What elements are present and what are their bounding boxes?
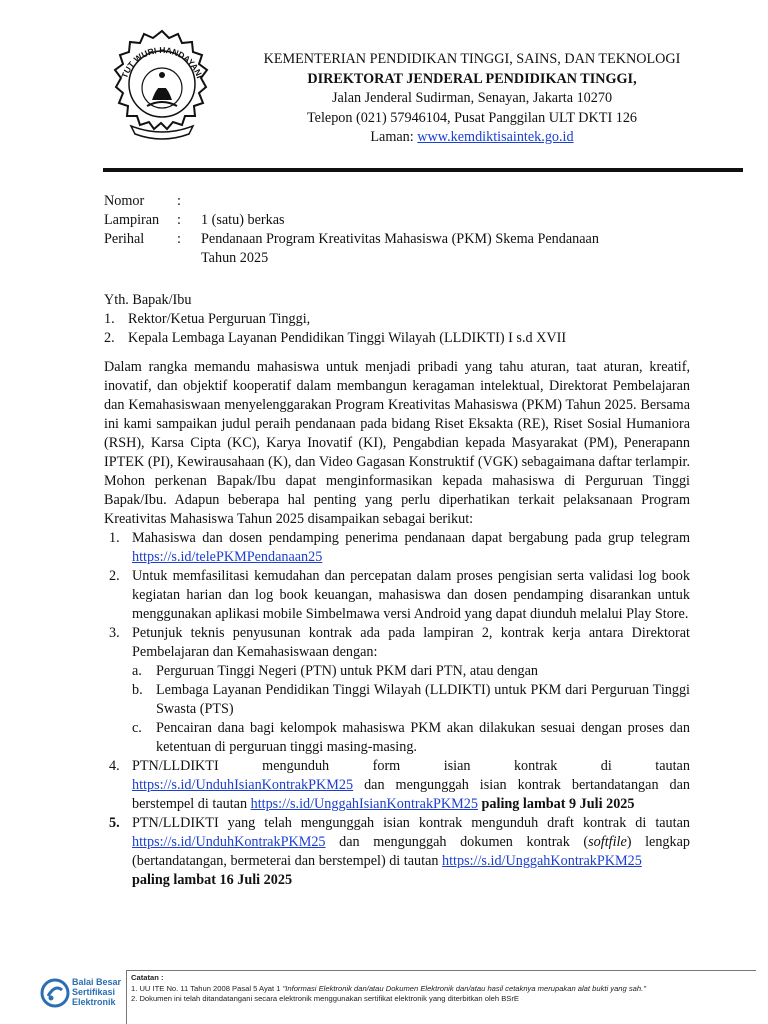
footer-notes [131, 973, 751, 1005]
sub-number: b. [132, 682, 143, 698]
item4-word: mengunduh [262, 758, 330, 774]
item1-text: Mahasiswa dan dosen pendamping penerima pendanaan dapat bergabung pada grup telegram [132, 530, 690, 546]
item4-word: kontrak [513, 758, 558, 774]
perihal-line-1: Pendanaan Program Kreativitas Mahasiswa (PKM) Skema Pendanaan [201, 231, 599, 247]
item-text [132, 757, 690, 814]
item4-word: PTN/LLDIKTI [132, 758, 219, 774]
ministry-name: KEMENTERIAN PENDIDIKAN TINGGI, SAINS, DAN TEKNOLOGI [263, 51, 681, 67]
points-list [104, 529, 690, 890]
item4-word: isian [443, 758, 471, 774]
addressee-num: 1. [104, 311, 115, 327]
sub-number: a. [132, 663, 142, 679]
bsre-line: Balai Besar [72, 977, 122, 987]
addressee-item [104, 310, 704, 329]
tut-wuri-handayani-logo [103, 28, 221, 146]
bsre-name [72, 977, 128, 1007]
letter-meta [104, 192, 684, 268]
item-number: 4. [109, 758, 120, 774]
website-label: Laman: [370, 129, 418, 145]
list-item [104, 624, 690, 757]
addressee-text: Rektor/Ketua Perguruan Tinggi, [128, 311, 311, 327]
perihal-line-2: Tahun 2025 [201, 250, 269, 266]
item3-text: Petunjuk teknis penyusunan kontrak ada pada lampiran 2, kontrak kerja antara Direktorat Pembelajaran dan Kemahasiswaan dengan: [132, 625, 690, 660]
website-line [222, 128, 722, 148]
lampiran-value: 1 (satu) berkas [201, 212, 285, 228]
bsre-line: Sertifikasi [72, 987, 116, 997]
unggah-isian-link[interactable]: https://s.id/UnggahIsianKontrakPKM25 [250, 796, 478, 812]
item4-word: di [600, 758, 612, 774]
item-number: 5. [109, 815, 120, 831]
telegram-link[interactable]: https://s.id/telePKMPendanaan25 [132, 549, 323, 565]
item4-text: dan mengunggah isian kontrak bertandatangan dan berstempel di tautan [132, 777, 690, 812]
addressee-text: Kepala Lembaga Layanan Pendidikan Tinggi Wilayah (LLDIKTI) I s.d XVII [128, 330, 567, 346]
list-item [104, 529, 690, 567]
perihal-value [201, 230, 684, 268]
item-number: 3. [109, 625, 120, 641]
sub-item [132, 681, 690, 719]
item-text [132, 529, 690, 567]
item4-deadline: paling lambat 9 Juli 2025 [477, 796, 635, 812]
item5-text: dan mengunggah dokumen kontrak ( [325, 834, 589, 850]
nomor-label: Nomor [104, 193, 145, 209]
footer-note-2: 2. Dokumen ini telah ditandatangani secara elektronik menggunakan sertifikat elektronik yang diterbitkan oleh BSrE [131, 994, 519, 1003]
item-number: 1. [109, 530, 120, 546]
sub-text: Pencairan dana bagi kelompok mahasiswa PKM akan dilakukan sesuai dengan proses dan ketentuan di perguruan tinggi masing-masing. [156, 720, 690, 755]
sub-item [132, 719, 690, 757]
sub-text: Lembaga Layanan Pendidikan Tinggi Wilayah (LLDIKTI) untuk PKM dari Perguruan Tinggi Swasta (PTS) [156, 682, 690, 717]
colon: : [177, 212, 181, 228]
item2-text: Untuk memfasilitasi kemudahan dan percepatan dalam proses pengisian serta validasi log book kegiatan harian dan log book keuangan, mahasiswa dan dosen pendamping disarankan untuk menggunakan aplikasi mobile Simbelmawa versi Android yang dapat diunduh melalui Play Store. [132, 568, 690, 622]
salutation: Yth. Bapak/Ibu [104, 292, 192, 308]
softfile-text: softfile [588, 834, 627, 850]
note1-prefix: 1. UU ITE No. 11 Tahun 2008 Pasal 5 Ayat 1 [131, 983, 283, 993]
list-item [104, 814, 690, 890]
item4-word: form [372, 758, 401, 774]
nomor-value [201, 192, 684, 211]
item4-word: tautan [655, 758, 690, 774]
letterhead-divider [103, 168, 743, 172]
office-address: Jalan Jenderal Sudirman, Senayan, Jakarta 10270 [331, 90, 613, 106]
directorate-name: DIREKTORAT JENDERAL PENDIDIKAN TINGGI, [307, 70, 637, 87]
office-phone: Telepon (021) 57946104, Pusat Panggilan ULT DKTI 126 [306, 109, 638, 126]
unduh-kontrak-link[interactable]: https://s.id/UnduhKontrakPKM25 [132, 834, 326, 850]
item5-text: ) lengkap (bertandatangan, bermeterai dan berstempel) di tautan [132, 834, 690, 869]
unggah-kontrak-link[interactable]: https://s.id/UnggahKontrakPKM25 [442, 853, 642, 869]
colon: : [177, 231, 181, 247]
item5-deadline: paling lambat 16 Juli 2025 [132, 872, 293, 888]
item4-first-line [132, 757, 690, 776]
sub-number: c. [132, 720, 142, 736]
colon: : [177, 193, 181, 209]
intro-paragraph: Dalam rangka memandu mahasiswa untuk menjadi pribadi yang tahu aturan, taat aturan, kreatif, inovatif, dan objektif kooperatif dalam membangun keragaman intelektual, Direktorat Pembelajaran dan Kemahasiswaan menyelenggarakan Program Kreativitas Mahasiswa (PKM) Tahun 2025. Bersama ini kami sampaikan judul peraih pendanaan pada bidang Riset Eksakta (RE), Riset Sosial Humaniora (RSH), Karsa Cipta (KC), Karya Inovatif (KI), Pengabdian kepada Masyarakat (PM), Penerapann IPTEK (PI), Kewirausahaan (K), dan Video Gagasan Konstruktif (VGK) sebagaimana daftar terlampir. Mohon perkenan Bapak/Ibu dapat menginformasikan kepada mahasiswa di Perguruan Tinggi Bapak/Ibu. Adapun beberapa hal penting yang perlu diperhatikan terkait pelaksanaan Program Kreativitas Mahasiswa Tahun 2025 disampaikan sebagai berikut: [104, 359, 690, 527]
lampiran-label: Lampiran [104, 212, 160, 228]
bsre-logo-icon [40, 978, 70, 1008]
meta-lampiran [104, 211, 684, 230]
logo-motto-text: TUT WURI HANDAYANI [119, 44, 205, 80]
letter-body [104, 358, 690, 890]
bsre-line: Elektronik [72, 997, 116, 1007]
note1-quote: "Informasi Elektronik dan/atau Dokumen Elektronik dan/atau hasil cetaknya merupakan alat bukti yang sah." [282, 983, 646, 993]
sub-text: Perguruan Tinggi Negeri (PTN) untuk PKM dari PTN, atau dengan [156, 663, 538, 679]
list-item [104, 567, 690, 624]
perihal-label: Perihal [104, 231, 145, 247]
unduh-isian-link[interactable]: https://s.id/UnduhIsianKontrakPKM25 [132, 777, 354, 793]
item-text [132, 624, 690, 757]
catatan-label: Catatan : [131, 973, 164, 982]
sub-item [132, 662, 690, 681]
meta-nomor [104, 192, 684, 211]
list-item [104, 757, 690, 814]
item4-rest [132, 776, 690, 814]
footer-note-1 [131, 984, 751, 995]
item-number: 2. [109, 568, 120, 584]
letterhead [222, 50, 722, 148]
addressee-item [104, 329, 704, 348]
meta-perihal [104, 230, 684, 268]
addressee [104, 291, 704, 348]
item-text [132, 814, 690, 890]
website-link[interactable]: www.kemdiktisaintek.go.id [417, 129, 574, 145]
addressee-num: 2. [104, 330, 115, 346]
item5-text: PTN/LLDIKTI yang telah mengunggah isian kontrak mengunduh draft kontrak di tautan [132, 815, 690, 831]
